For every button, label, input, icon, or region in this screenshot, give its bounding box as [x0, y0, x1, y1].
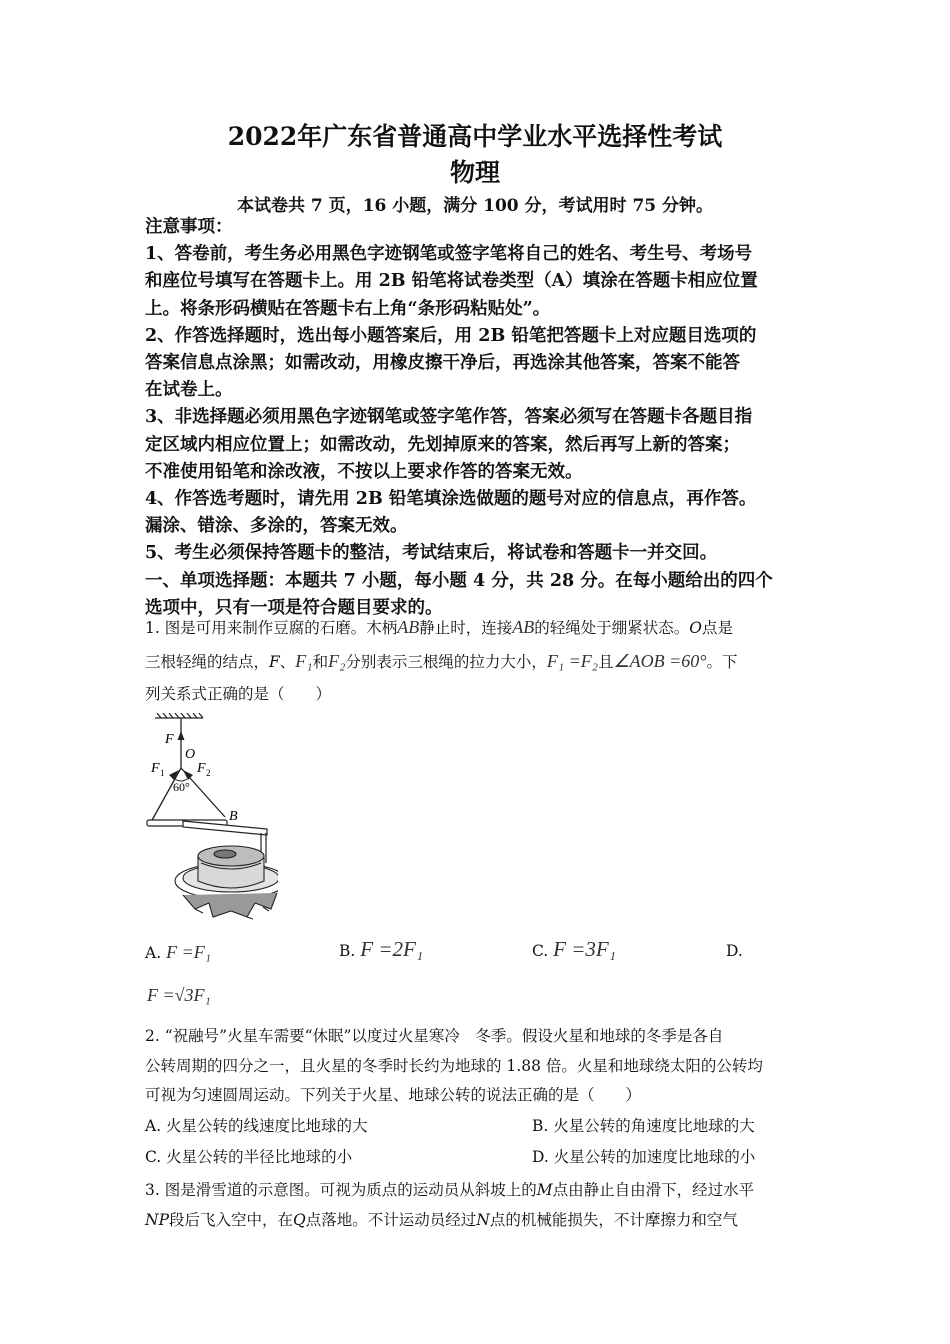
question-line: 公转周期的四分之一，且火星的冬季时长约为地球的 1.88 倍。火星和地球绕太阳的公转均: [145, 1056, 763, 1075]
math-o: O: [689, 619, 702, 637]
math-f: F: [269, 652, 280, 671]
q2-option-a[interactable]: A. 火星公转的线速度比地球的大: [145, 1117, 368, 1135]
label-f1-sub: 1: [160, 768, 165, 778]
question-line: 列关系式正确的是（ ）: [145, 685, 332, 703]
notice-line: 5、考生必须保持答题卡的整洁，考试结束后，将试卷和答题卡一并交回。: [145, 543, 718, 564]
question-line: 2. “祝融号”火星车需要“休眠”以度过火星寒冷 冬季。假设火星和地球的冬季是各自: [145, 1027, 724, 1045]
math-q: Q: [293, 1211, 306, 1229]
section-heading: 选项中，只有一项是符合题目要求的。: [145, 597, 443, 618]
label-f2: F: [197, 761, 206, 776]
math-m: M: [536, 1181, 553, 1199]
notice-line: 1、答卷前，考生务必用黑色字迹钢笔或签字笔将自己的姓名、考生号、考场号: [145, 244, 753, 265]
exam-info: 本试卷共 7 页，16 小题，满分 100 分，考试用时 75 分钟。: [236, 196, 714, 216]
notice-heading: 注意事项：: [145, 217, 233, 237]
option-b-expr: F =2F₁: [360, 937, 424, 961]
label-f1: F: [151, 761, 160, 776]
math-ab: AB: [512, 617, 535, 637]
label-b: B: [229, 809, 238, 824]
notice-section: [145, 214, 825, 622]
option-a-expr: F =F₁: [166, 942, 211, 962]
ceiling-hatch: [155, 713, 203, 718]
label-f2-sub: 2: [206, 768, 211, 778]
math-np: NP: [145, 1211, 169, 1229]
math-angle: ∠AOB =60°: [613, 650, 707, 671]
question-2: [145, 1022, 825, 1111]
label-f: F: [165, 732, 174, 747]
math-f2: F₂: [328, 650, 346, 671]
notice-line: 和座位号填写在答题卡上。用 2B 铅笔将试卷类型（A）填涂在答题卡相应位置: [145, 271, 758, 292]
option-b[interactable]: B. F =2F₁: [339, 937, 424, 961]
notice-line: 漏涂、错涂、多涂的，答案无效。: [145, 516, 408, 537]
notice-line: 不准使用铅笔和涂改液，不按以上要求作答的答案无效。: [145, 461, 583, 482]
question-line: NP段后飞入空中，在Q点落地。不计运动员经过N点的机械能损失，不计摩擦力和空气: [145, 1211, 738, 1229]
question-line: 可视为匀速圆周运动。下列关于火星、地球公转的说法正确的是（ ）: [145, 1086, 642, 1104]
arrow-f: [178, 731, 185, 740]
notice-line: 上。将条形码横贴在答题卡右上角“条形码粘贴处”。: [145, 298, 551, 319]
option-a[interactable]: A. F =F₁: [145, 942, 211, 962]
option-c-expr: F =3F₁: [553, 937, 617, 961]
section-heading: 一、单项选择题：本题共 7 小题，每小题 4 分，共 28 分。在每小题给出的四个: [145, 570, 773, 591]
question-1: [145, 611, 825, 711]
notice-line: 在试卷上。: [145, 380, 233, 401]
question-line: 3. 图是滑雪道的示意图。可视为质点的运动员从斜坡上的M点由静止自由滑下，经过水平: [145, 1181, 755, 1199]
question-line: 1. 图是可用来制作豆腐的石磨。木柄AB静止时，连接AB的轻绳处于绷紧状态。O点是: [145, 617, 733, 637]
notice-line: 定区域内相应位置上；如需改动，先划掉原来的答案，然后再写上新的答案；: [145, 434, 740, 455]
q2-option-d[interactable]: D. 火星公转的加速度比地球的小: [532, 1148, 756, 1166]
mill-stone: [175, 846, 278, 919]
q2-option-b[interactable]: B. 火星公转的角速度比地球的大: [532, 1117, 755, 1135]
notice-line: 3、非选择题必须用黑色字迹钢笔或签字笔作答，答案必须写在答题卡各题目指: [145, 407, 753, 428]
label-o: O: [185, 747, 196, 762]
rope-f1: [151, 768, 181, 822]
subject-title: 物理: [449, 158, 500, 187]
question-line: 三根轻绳的结点，F、F₁和F₂分别表示三根绳的拉力大小，F₁ =F₂且∠AOB =60°。下: [145, 650, 738, 671]
notice-line: 2、作答选择题时，选出每小题答案后，用 2B 铅笔把答题卡上对应题目选项的: [145, 325, 757, 346]
math-ab: AB: [397, 617, 420, 637]
option-d-expr[interactable]: F =√3F₁: [147, 985, 211, 1005]
math-equation: F₁ =F₂: [546, 650, 599, 671]
math-f1: F₁: [295, 650, 313, 671]
option-c[interactable]: C. F =3F₁: [532, 937, 617, 961]
label-angle: 60°: [173, 780, 190, 794]
question-3: [145, 1175, 825, 1235]
notice-line: 4、作答选考题时，请先用 2B 铅笔填涂选做题的题号对应的信息点，再作答。: [145, 489, 757, 510]
q2-option-c[interactable]: C. 火星公转的半径比地球的小: [145, 1148, 353, 1166]
exam-title: 2022年广东省普通高中学业水平选择性考试: [227, 122, 723, 151]
option-d[interactable]: D.: [726, 942, 743, 960]
stone-mill-figure: [143, 713, 278, 925]
notice-line: 答案信息点涂黑；如需改动，用橡皮擦干净后，再选涂其他答案，答案不能答: [145, 353, 740, 374]
math-n: N: [476, 1211, 490, 1229]
arrow-f2: [183, 770, 193, 780]
